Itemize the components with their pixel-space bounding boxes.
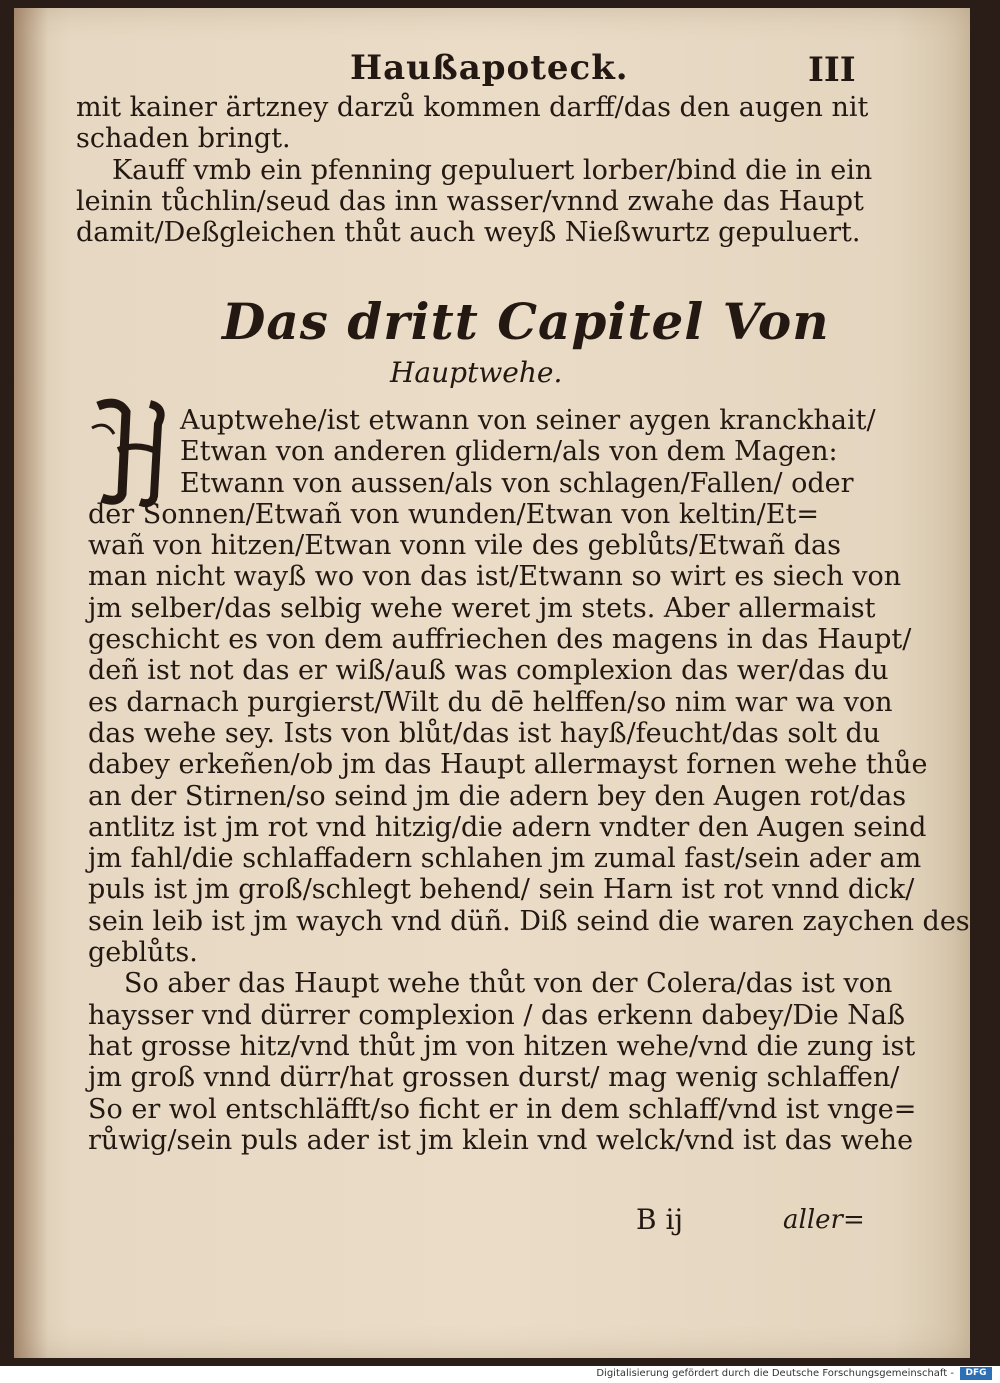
text-line: So er wol entschläfft/so ficht er in dem schlaff/vnd ist vnge=: [88, 1093, 917, 1125]
page-gutter-shadow: [14, 8, 48, 1358]
text-line: schaden bringt.: [76, 123, 291, 155]
text-line: růwig/sein puls ader ist jm klein vnd welck/vnd ist das wehe: [88, 1124, 914, 1156]
text-line: So aber das Haupt wehe thůt von der Colera/das ist von: [124, 968, 893, 1000]
text-line: mit kainer ärtzney darzů kommen darff/das den augen nit: [76, 92, 869, 123]
text-line: geschicht es von dem auffriechen des magens in das Haupt/: [88, 624, 912, 656]
chapter-subtitle: Hauptwehe.: [390, 356, 563, 389]
text-line: geblůts.: [88, 937, 198, 969]
text-line: hat grosse hitz/vnd thůt jm von hitzen wehe/vnd die zung ist: [88, 1030, 916, 1062]
catchword: aller=: [783, 1205, 865, 1235]
text-line: man nicht wayß wo von das ist/Etwann so wirt es siech von: [88, 561, 902, 593]
text-line: leinin tůchlin/seud das inn wasser/vnnd zwahe das Haupt: [76, 185, 864, 217]
text-line: es darnach purgierst/Wilt du dē helffen/so nim war wa von: [88, 686, 893, 718]
text-line: Auptwehe/ist etwann von seiner aygen kranckhait/: [180, 405, 876, 436]
chapter-title: Das dritt Capitel Von: [222, 292, 830, 351]
text-line: wañ von hitzen/Etwan vonn vile des geblůts/Etwañ das: [88, 530, 841, 562]
text-line: Kauff vmb ein pfenning gepuluert lorber/bind die in ein: [112, 154, 873, 186]
text-line: puls ist jm groß/schlegt behend/ sein Harn ist rot vnnd dick/: [88, 874, 915, 906]
text-line: antlitz ist jm rot vnd hitzig/die adern vndter den Augen seind: [88, 811, 927, 843]
top-text-block: [76, 92, 873, 249]
text-line: Etwann von aussen/als von schlagen/Fallen/ oder: [180, 467, 854, 499]
digitization-note: Digitalisierung gefördert durch die Deutsche Forschungsgemeinschaft -: [596, 1368, 954, 1379]
text-line: jm groß vnnd dürr/hat grossen durst/ mag wenig schlaffen/: [88, 1062, 900, 1094]
signature-mark: B ij: [636, 1203, 684, 1236]
running-title: Haußapoteck.: [350, 48, 629, 88]
chapter-body: [88, 405, 970, 1156]
text-line: damit/Deßgleichen thůt auch weyß Nießwurtz gepuluert.: [76, 217, 861, 249]
dfg-logo-icon: DFG: [960, 1367, 992, 1380]
text-line: an der Stirnen/so seind jm die adern bey den Augen rot/das: [88, 780, 907, 812]
page-number: III: [808, 50, 856, 90]
text-line: das wehe sey. Ists von blůt/das ist hayß/feucht/das solt du: [88, 717, 881, 749]
text-line: der Sonnen/Etwañ von wunden/Etwan von keltin/Et=: [88, 498, 819, 530]
text-line: sein leib ist jm waych vnd düñ. Diß seind die waren zaychen des: [88, 905, 970, 937]
text-line: jm fahl/die schlaffadern schlahen jm zumal fast/sein ader am: [88, 843, 922, 875]
text-line: haysser vnd dürrer complexion / das erkenn dabey/Die Naß: [88, 999, 906, 1031]
text-line: jm selber/das selbig wehe weret jm stets. Aber allermaist: [88, 592, 876, 624]
text-line: Etwan von anderen glidern/als von dem Magen:: [180, 436, 838, 468]
text-line: dabey erkeñen/ob jm das Haupt allermayst fornen wehe thůe: [88, 749, 928, 781]
text-line: deñ ist not das er wiß/auß was complexion das wer/das du: [88, 655, 889, 687]
